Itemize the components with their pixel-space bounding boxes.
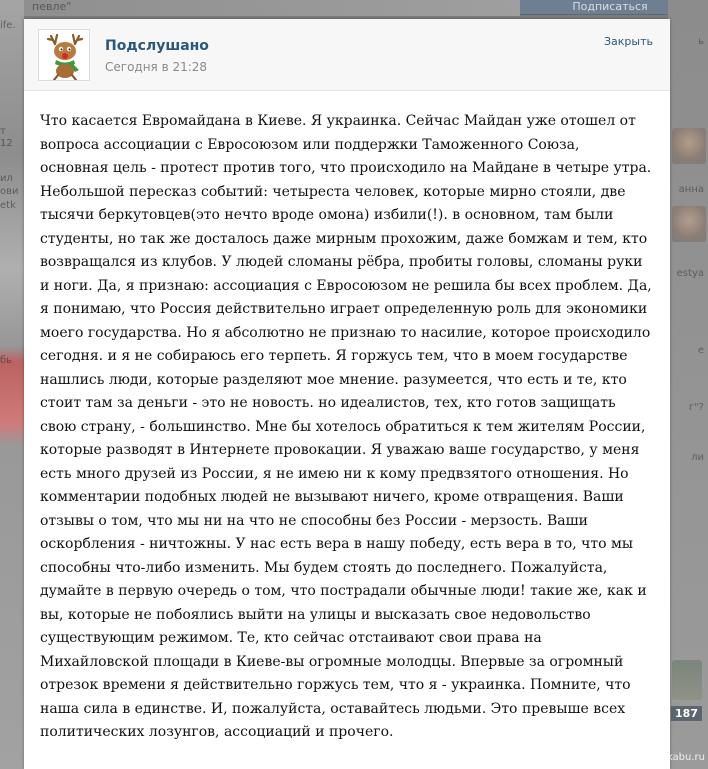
background-left-fragment: 12: [0, 138, 13, 149]
background-top-strip: [24, 0, 520, 16]
background-left-fragment: т: [0, 126, 6, 137]
background-right-fragment: г"?: [688, 402, 704, 413]
background-top-fragment: певле": [32, 0, 72, 13]
background-left-fragment: ови: [0, 186, 19, 197]
background-right-fragment: ь: [698, 36, 704, 47]
background-left-fragment: ife.: [0, 20, 16, 31]
group-name-link[interactable]: Подслушано: [105, 38, 209, 54]
subscribe-button[interactable]: Подписаться: [520, 0, 700, 15]
background-left-fragment: ил: [0, 173, 13, 184]
pikabu-watermark: pikabu.ru: [657, 752, 705, 763]
post-timestamp[interactable]: Сегодня в 21:28: [105, 60, 208, 74]
background-right-fragment: ли: [691, 452, 704, 463]
background-right-fragment: е: [697, 345, 704, 356]
background-left-column: [0, 0, 24, 769]
background-left-fragment: бь: [0, 355, 13, 366]
background-right-fragment: estya: [676, 268, 704, 279]
close-button[interactable]: Закрыть: [604, 35, 653, 48]
post-text: Что касается Евромайдана в Киеве. Я украинка. Сейчас Майдан уже отошел от вопроса ассоциации с Евросоюзом или поддержки Таможенного Союза, основная цель - протест против того, что происходило на Майдане в четыре утра. Небольшой пересказ событий: четыреста человек, которые мирно стояли, две тысячи беркутовцев(это нечто вроде омона) избили(!). в основном, там были студенты, но так же досталось даже мирным прохожим, даже бомжам и тем, кто возвращался из клубов. У людей сломаны рёбра, пробиты головы, сломаны руки и ноги. Да, я признаю: ассоциация с Евросоюзом не решила бы всех проблем. Да, я понимаю, что Россия действительно играет определенную роль для экономики моего государства. Но я абсолютно не признаю то насилие, которое происходило сегодня. и я не собираюсь его терпеть. Я горжусь тем, что в моем государстве нашлись люди, которые разделяют мое мнение. разумеется, что есть и те, кто стоит там за деньги - это не новость. но идеалистов, тех, кто готов защищать свою страну, - большинство. Мне бы хотелось обратиться к тем жителям России, которые разводят в Интернете провокации. Я уважаю ваше государство, у меня есть много друзей из России, я не имею ни к кому предвзятого отношения. Но комментарии подобных людей не вызывают ничего, кроме отвращения. Ваши отзывы о том, что мы ни на что не способны без России - мерзость. Ваши оскорбления - ничтожны. У нас есть вера в нашу победу, есть вера в то, что мы способны что-либо изменить. Мы будем стоять до последнего. Пожалуйста, думайте в первую очередь о том, что пострадали обычные люди! такие же, как и вы, которые не побоялись выйти на улицы и высказать свое недовольство существующим режимом. Те, кто сейчас отстаивают свои права на Михайловской площади в Киеве-вы огромные молодцы. Впервые за огромный отрезок времени я действительно горжусь тем, что я - украинка. Помните, что наша сила в единстве. И, пожалуйста, оставайтесь людьми. Это превыше всех политических лозунгов, ассоциаций и прочего.: [40, 113, 652, 740]
group-avatar[interactable]: [38, 29, 90, 81]
background-right-fragment: анна: [678, 184, 704, 195]
background-count-badge: 187: [671, 706, 702, 721]
background-left-fragment: etk: [0, 200, 16, 211]
background-friend-photo: [672, 206, 706, 242]
reindeer-avatar-icon: [39, 30, 90, 81]
post-header: [24, 19, 670, 91]
background-friend-photo: [672, 128, 706, 164]
background-right-column: [668, 0, 708, 769]
background-video-thumb: [672, 660, 702, 700]
post-modal: [24, 19, 670, 769]
